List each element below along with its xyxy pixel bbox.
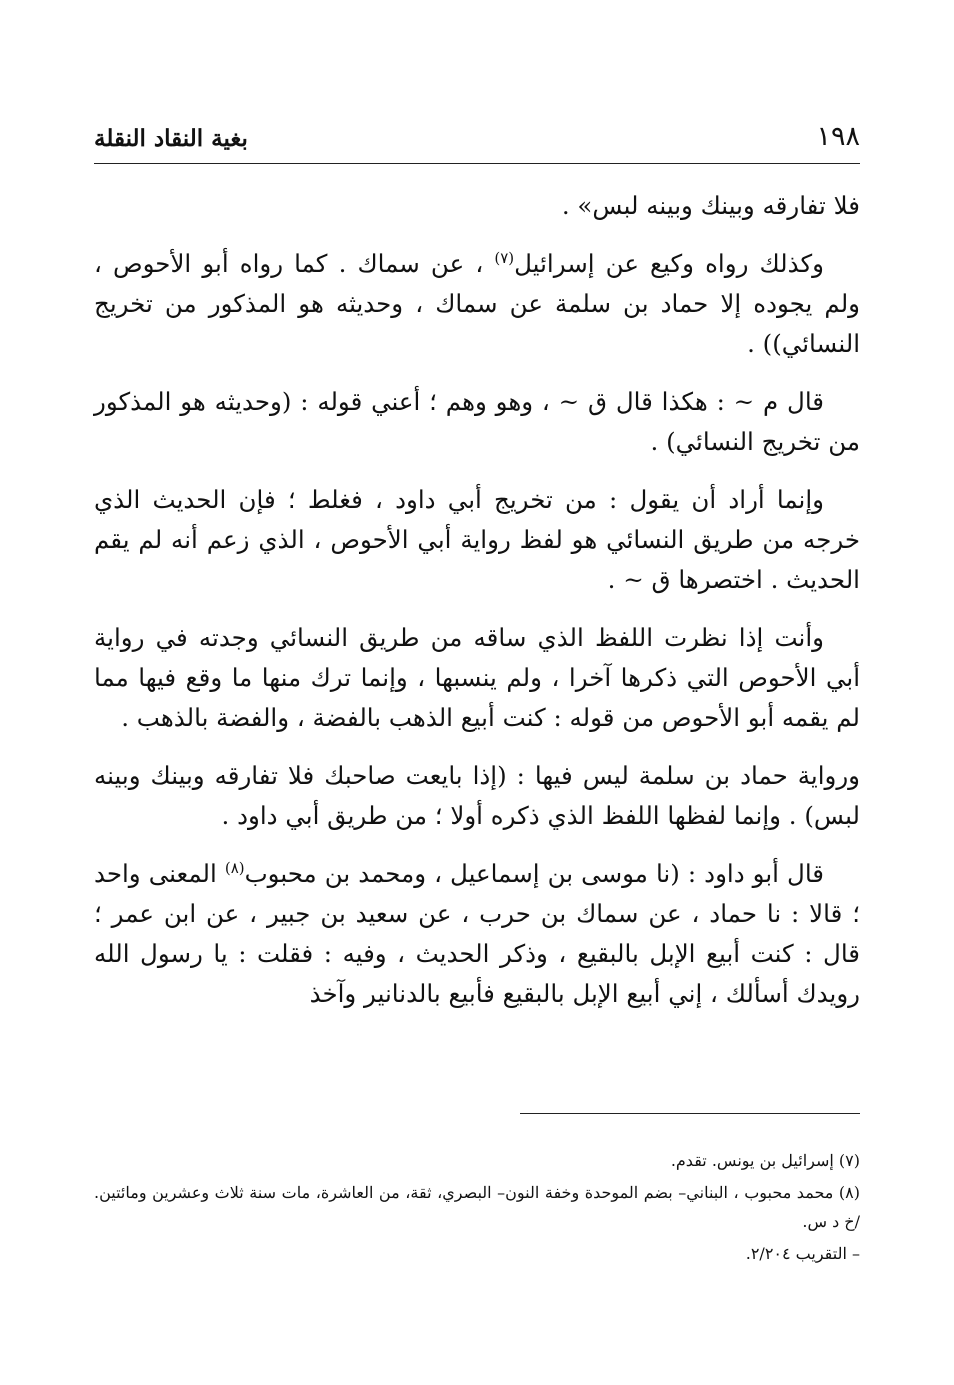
page-header	[94, 112, 860, 152]
main-text	[94, 186, 860, 1032]
footnote-marker-7: (٧)	[494, 248, 515, 267]
paragraph-4: وإنما أراد أن يقول : من تخريج أبي داود ، فغلط ؛ فإن الحديث الذي خرجه من طريق النسائي هو لفظ رواية أبي الأحوص ، الذي زعم أنه لم يقم الحديث . اختصرها ق ~ .	[94, 485, 860, 594]
header-rule	[94, 163, 860, 164]
paragraph-2-start: وكذلك رواه وكيع عن إسرائيل	[514, 249, 824, 278]
footnote-7: (٧) إسرائيل بن يونس. تقدم.	[670, 1151, 860, 1170]
paragraph-7	[94, 854, 860, 1014]
footnote-8: (٨) محمد محبوب ، البناني– بضم الموحدة وخفة النون– البصري، ثقة، من العاشرة، مات سنة ثلاث وعشرين ومائتين. /خ د س.	[94, 1183, 860, 1231]
paragraph-3: قال م ~ : هكذا قال ق ~ ، وهو وهم ؛ أعني قوله : (وحديثه هو المذكور من تخريج النسائي) .	[94, 387, 860, 456]
paragraph-5: وأنت إذا نظرت اللفظ الذي ساقه من طريق النسائي وجدته في رواية أبي الأحوص التي ذكرها آخرا ، ولم ينسبها ، وإنما ترك منها ما وقع فيها مما لم يقمه أبو الأحوص من قوله : كنت أبيع الذهب بالفضة ، والفضة بالذهب .	[94, 623, 860, 732]
paragraph-2-rest: ، عن سماك . كما رواه أبو الأحوص ، ولم يجوده إلا حماد بن سلمة عن سماك ، وحديثه هو المذكور من تخريج النسائي)) .	[94, 249, 860, 358]
paragraph-7-start: قال أبو داود : (نا موسى بن إسماعيل ، ومحمد بن محبوب	[244, 859, 824, 888]
page-number: ١٩٨	[816, 121, 860, 152]
footnote-8-source: – التقريب ٢/٢٠٤.	[745, 1244, 860, 1263]
footnote-rule	[520, 1113, 860, 1114]
paragraph-6: ورواية حماد بن سلمة ليس فيها : (إذا بايعت صاحبك فلا تفارقه وبينك وبينه لبس) . وإنما لفظها اللفظ الذي ذكره أولا ؛ من طريق أبي داود .	[94, 761, 860, 830]
paragraph-7-rest: المعنى واحد ؛ قالا : نا حماد ، عن سماك بن حرب ، عن سعيد بن جبير ، عن ابن عمر ؛ قال : كنت أبيع الإبل بالبقيع ، وذكر الحديث ، وفيه : فقلت : يا رسول الله رويدك أسألك ، إني أبيع الإبل بالبقيع فأبيع بالدنانير وآخذ	[94, 859, 860, 1008]
paragraph-2	[94, 244, 860, 364]
footnote-marker-8: (٨)	[224, 858, 245, 877]
footnotes	[94, 1146, 860, 1271]
paragraph-1: فلا تفارقه وبينك وبينه لبس» .	[561, 191, 860, 220]
running-title: بغية النقاد النقلة	[94, 125, 248, 152]
